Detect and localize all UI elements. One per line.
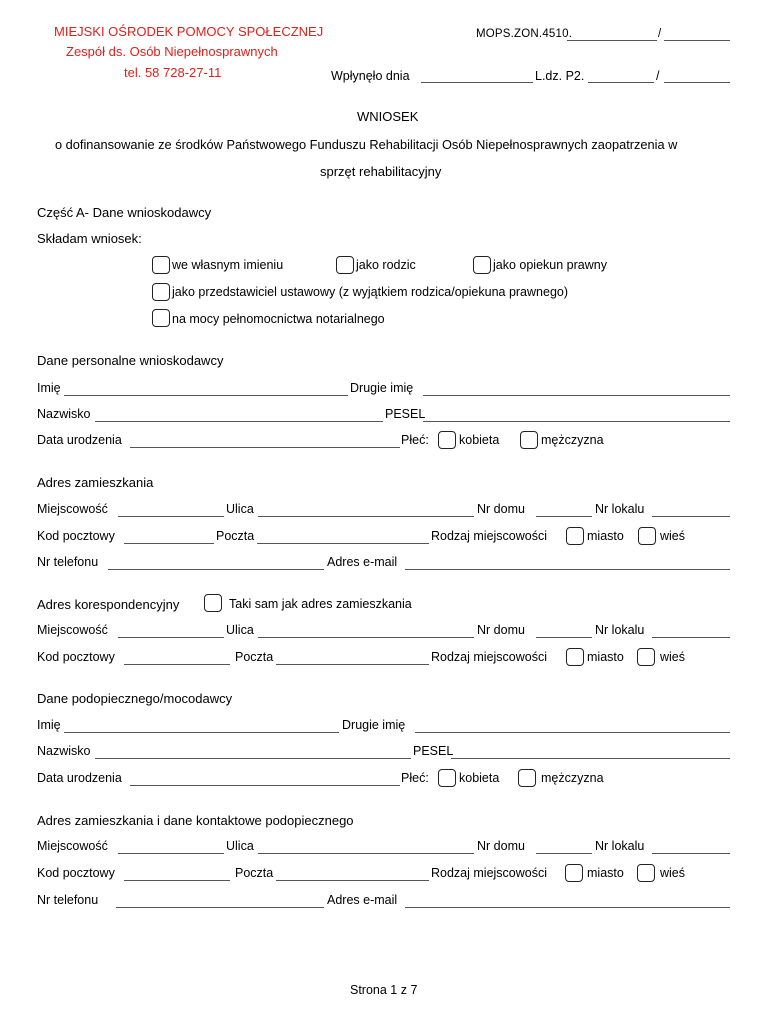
ward-second-name-field[interactable]: [415, 732, 730, 733]
ward-street-field[interactable]: [258, 853, 474, 854]
corr-apartment-no-field[interactable]: [652, 637, 730, 638]
first-name-label: Imię: [37, 381, 61, 395]
corr-postcode-field[interactable]: [124, 664, 230, 665]
ward-surname-label: Nazwisko: [37, 744, 91, 758]
ward-male-label: mężczyzna: [541, 771, 604, 785]
corr-village-type-label: wieś: [660, 650, 686, 664]
birth-date-field[interactable]: [130, 447, 400, 448]
opt-own-label: we własnym imieniu: [172, 258, 284, 272]
form-subtitle-line2: sprzęt rehabilitacyjny: [320, 164, 442, 179]
corr-post-office-label: Poczta: [235, 650, 274, 664]
address-heading: Adres zamieszkania: [37, 475, 154, 490]
form-subtitle-line1: o dofinansowanie ze środków Państwowego Funduszu Rehabilitacji Osób Niepełnosprawnych zaopatrzenia w: [55, 137, 678, 152]
same-address-label: Taki sam jak adres zamieszkania: [229, 597, 412, 611]
ref-year-field[interactable]: [664, 40, 730, 41]
checkbox-same-address[interactable]: [204, 594, 222, 612]
form-title: WNIOSEK: [357, 109, 419, 124]
corr-street-field[interactable]: [258, 637, 474, 638]
opt-parent-label: jako rodzic: [356, 258, 416, 272]
opt-representative-label: jako przedstawiciel ustawowy (z wyjątkiem rodzica/opiekuna prawnego): [172, 285, 569, 299]
ward-phone-label: Nr telefonu: [37, 893, 99, 907]
received-date-field[interactable]: [421, 82, 533, 83]
checkbox-village[interactable]: [638, 527, 656, 545]
checkbox-parent[interactable]: [336, 256, 354, 274]
pesel-label: PESEL: [385, 407, 426, 421]
submit-label: Składam wniosek:: [37, 231, 142, 246]
ward-pesel-label: PESEL: [413, 744, 454, 758]
ward-house-no-field[interactable]: [536, 853, 592, 854]
ward-email-field[interactable]: [405, 907, 730, 908]
ref-number-label: MOPS.ZON.4510.: [476, 28, 573, 40]
checkbox-male[interactable]: [520, 431, 538, 449]
checkbox-guardian[interactable]: [473, 256, 491, 274]
phone-label: Nr telefonu: [37, 555, 99, 569]
ldz-label: L.dz. P2.: [535, 69, 585, 83]
ward-checkbox-male[interactable]: [518, 769, 536, 787]
house-no-field[interactable]: [536, 516, 592, 517]
ward-surname-field[interactable]: [95, 758, 411, 759]
street-field[interactable]: [258, 516, 474, 517]
corr-house-no-label: Nr domu: [477, 623, 525, 637]
ward-phone-field[interactable]: [116, 907, 324, 908]
village-type-label: wieś: [660, 529, 686, 543]
surname-label: Nazwisko: [37, 407, 91, 421]
female-label: kobieta: [459, 433, 500, 447]
ward-city-label: Miejscowość: [37, 839, 108, 853]
email-label: Adres e-mail: [327, 555, 398, 569]
correspondence-heading: Adres korespondencyjny: [37, 597, 180, 612]
corr-city-field[interactable]: [118, 637, 224, 638]
corr-city-label: Miejscowość: [37, 623, 108, 637]
org-name: MIEJSKI OŚRODEK POMOCY SPOŁECZNEJ: [54, 24, 324, 39]
gender-label: Płeć:: [401, 433, 429, 447]
corr-checkbox-village[interactable]: [637, 648, 655, 666]
city-type-label: miasto: [587, 529, 624, 543]
ward-checkbox-village[interactable]: [637, 864, 655, 882]
ward-first-name-field[interactable]: [64, 732, 339, 733]
ward-street-label: Ulica: [226, 839, 254, 853]
postcode-label: Kod pocztowy: [37, 529, 115, 543]
checkbox-female[interactable]: [438, 431, 456, 449]
ward-checkbox-city[interactable]: [565, 864, 583, 882]
post-office-label: Poczta: [216, 529, 255, 543]
ward-pesel-field[interactable]: [451, 758, 730, 759]
city-label: Miejscowość: [37, 502, 108, 516]
apartment-no-label: Nr lokalu: [595, 502, 645, 516]
ward-first-name-label: Imię: [37, 718, 61, 732]
corr-post-office-field[interactable]: [276, 664, 429, 665]
male-label: mężczyzna: [541, 433, 604, 447]
ward-birth-date-label: Data urodzenia: [37, 771, 122, 785]
checkbox-own-behalf[interactable]: [152, 256, 170, 274]
postcode-field[interactable]: [124, 543, 214, 544]
ward-locality-type-label: Rodzaj miejscowości: [431, 866, 548, 880]
opt-notarial-label: na mocy pełnomocnictwa notarialnego: [172, 312, 385, 326]
ward-apartment-no-field[interactable]: [652, 853, 730, 854]
ward-post-office-field[interactable]: [276, 880, 429, 881]
email-field[interactable]: [405, 569, 730, 570]
corr-postcode-label: Kod pocztowy: [37, 650, 115, 664]
first-name-field[interactable]: [64, 395, 348, 396]
ward-apartment-no-label: Nr lokalu: [595, 839, 645, 853]
corr-house-no-field[interactable]: [536, 637, 592, 638]
ward-female-label: kobieta: [459, 771, 500, 785]
phone-field[interactable]: [108, 569, 324, 570]
ldz-year-field[interactable]: [664, 82, 730, 83]
org-phone: tel. 58 728-27-11: [124, 65, 222, 80]
ward-checkbox-female[interactable]: [438, 769, 456, 787]
org-team: Zespół ds. Osób Niepełnosprawnych: [66, 44, 278, 59]
ward-email-label: Adres e-mail: [327, 893, 398, 907]
ward-city-field[interactable]: [118, 853, 224, 854]
ward-postcode-field[interactable]: [124, 880, 230, 881]
pesel-field[interactable]: [423, 421, 730, 422]
ldz-number-field[interactable]: [588, 82, 654, 83]
ward-gender-label: Płeć:: [401, 771, 429, 785]
checkbox-notarial[interactable]: [152, 309, 170, 327]
corr-locality-type-label: Rodzaj miejscowości: [431, 650, 548, 664]
checkbox-city[interactable]: [566, 527, 584, 545]
ward-birth-date-field[interactable]: [130, 785, 400, 786]
locality-type-label: Rodzaj miejscowości: [431, 529, 548, 543]
birth-date-label: Data urodzenia: [37, 433, 122, 447]
corr-street-label: Ulica: [226, 623, 254, 637]
ward-second-name-label: Drugie imię: [342, 718, 406, 732]
ward-house-no-label: Nr domu: [477, 839, 525, 853]
personal-heading: Dane personalne wnioskodawcy: [37, 353, 224, 368]
ward-city-type-label: miasto: [587, 866, 624, 880]
corr-city-type-label: miasto: [587, 650, 624, 664]
ref-number-field[interactable]: [567, 40, 657, 41]
checkbox-representative[interactable]: [152, 283, 170, 301]
corr-checkbox-city[interactable]: [566, 648, 584, 666]
opt-guardian-label: jako opiekun prawny: [493, 258, 607, 272]
ward-village-type-label: wieś: [660, 866, 686, 880]
ward-address-heading: Adres zamieszkania i dane kontaktowe podopiecznego: [37, 813, 354, 828]
ward-heading: Dane podopiecznego/mocodawcy: [37, 691, 233, 706]
ward-post-office-label: Poczta: [235, 866, 274, 880]
street-label: Ulica: [226, 502, 254, 516]
city-field[interactable]: [118, 516, 224, 517]
apartment-no-field[interactable]: [652, 516, 730, 517]
received-label: Wpłynęło dnia: [331, 69, 410, 83]
page-number: Strona 1 z 7: [350, 983, 418, 997]
corr-apartment-no-label: Nr lokalu: [595, 623, 645, 637]
surname-field[interactable]: [95, 421, 383, 422]
post-office-field[interactable]: [257, 543, 429, 544]
ward-postcode-label: Kod pocztowy: [37, 866, 115, 880]
part-a-heading: Część A- Dane wnioskodawcy: [37, 205, 212, 220]
second-name-label: Drugie imię: [350, 381, 414, 395]
second-name-field[interactable]: [423, 395, 730, 396]
house-no-label: Nr domu: [477, 502, 525, 516]
